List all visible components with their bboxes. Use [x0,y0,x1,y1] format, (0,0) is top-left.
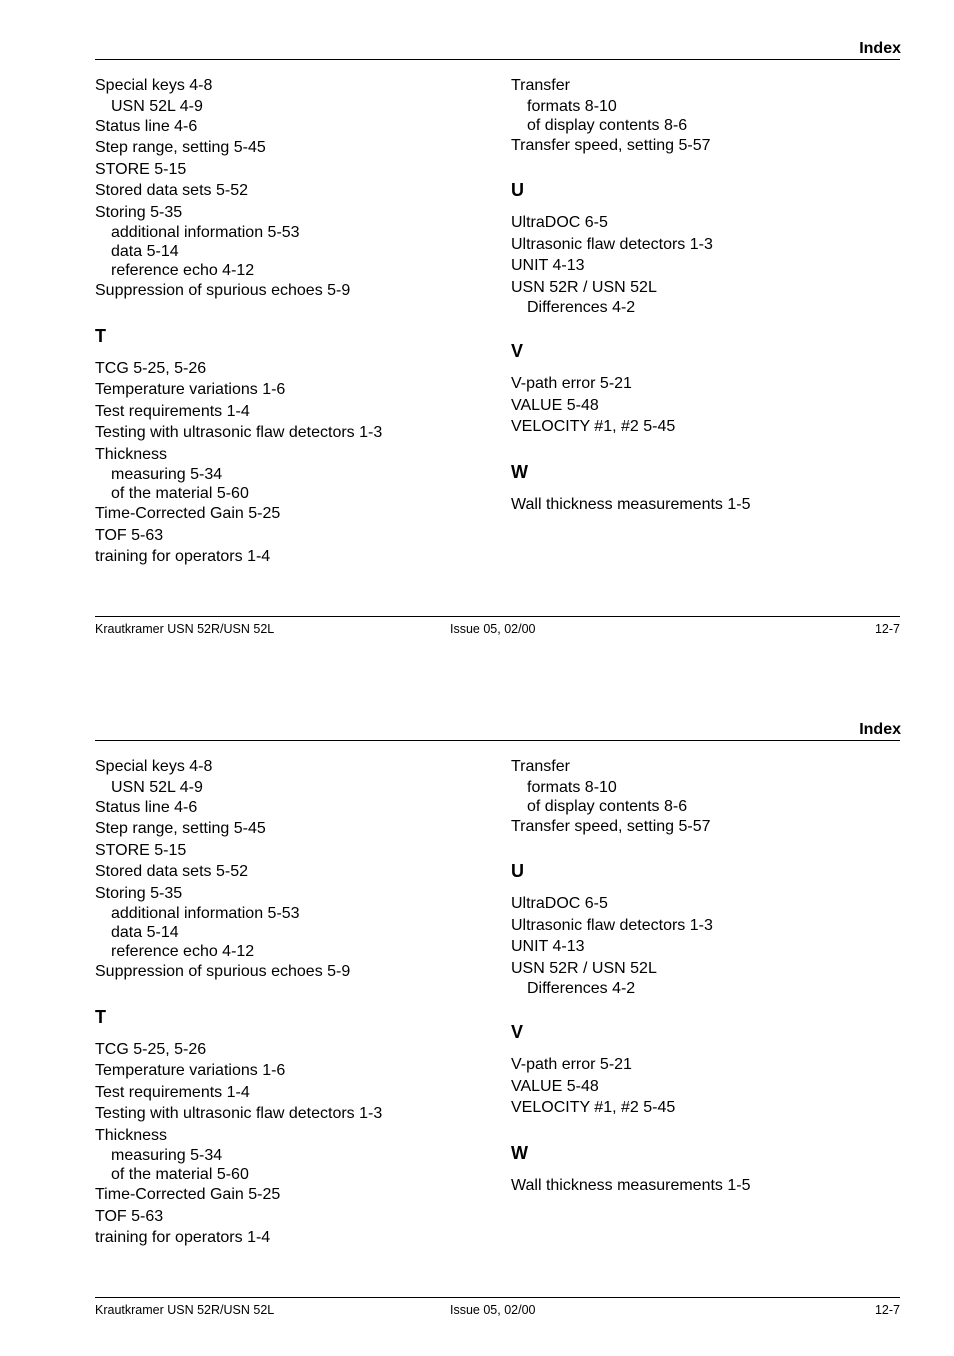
index-entry: TCG 5-25, 5-26 [95,359,207,377]
index-column-left [95,756,495,1249]
index-subentry: USN 52L 4-9 [111,97,203,115]
index-subentry: USN 52L 4-9 [111,778,203,796]
index-entry: USN 52R / USN 52L [511,278,657,296]
index-entry: Transfer [511,758,570,775]
index-entry: Transfer speed, setting 5-57 [511,136,711,154]
index-entry: UNIT 4-13 [511,938,585,955]
index-subentry: data 5-14 [111,924,179,941]
index-entry: Time-Corrected Gain 5-25 [95,505,281,522]
footer-issue: Issue 05, 02/00 [450,622,536,636]
index-entry: Test requirements 1-4 [95,1083,250,1101]
header-rule [95,59,900,60]
index-entry: Transfer [511,77,570,94]
index-entry: VALUE 5-48 [511,396,599,414]
footer-issue: Issue 05, 02/00 [450,1303,536,1317]
index-section-letter: V [511,341,524,361]
index-entry: UltraDOC 6-5 [511,214,608,231]
index-entry: Transfer speed, setting 5-57 [511,817,711,835]
index-entry: STORE 5-15 [95,841,187,859]
index-entry: Testing with ultrasonic flaw detectors 1-3 [95,1105,383,1122]
index-section-letter: U [511,180,524,200]
footer-page-number: 12-7 [874,622,900,636]
index-entry: STORE 5-15 [95,160,187,178]
index-entry: Step range, setting 5-45 [95,139,266,156]
page-header-title: Index [859,721,901,738]
index-subentry: Differences 4-2 [527,980,636,997]
index-section-letter: U [511,861,524,881]
index-entry: VALUE 5-48 [511,1077,599,1095]
index-subentry: additional information 5-53 [111,224,300,241]
index-section-letter: V [511,1022,524,1042]
index-entry: Status line 4-6 [95,117,198,135]
index-entry: Ultrasonic flaw detectors 1-3 [511,235,713,253]
index-page-1 [0,0,954,675]
index-entry: Thickness [95,445,168,463]
index-column-left [95,75,495,568]
index-subentry: measuring 5-34 [111,1147,223,1164]
index-section-letter: W [511,1142,528,1163]
index-entry: Step range, setting 5-45 [95,820,266,837]
index-entry: Temperature variations 1-6 [95,1062,286,1079]
index-entry: TCG 5-25, 5-26 [95,1040,207,1058]
index-entry: V-path error 5-21 [511,1056,632,1073]
index-section-letter: T [95,325,106,346]
index-entry: training for operators 1-4 [95,1229,271,1246]
index-subentry: measuring 5-34 [111,466,223,483]
index-subentry: formats 8-10 [527,97,617,115]
index-subentry: additional information 5-53 [111,905,300,922]
index-entry: training for operators 1-4 [95,548,271,565]
index-entry: Suppression of spurious echoes 5-9 [95,963,351,980]
index-entry: Storing 5-35 [95,203,183,221]
index-entry: Test requirements 1-4 [95,402,250,420]
index-entry: VELOCITY #1, #2 5-45 [511,418,676,435]
footer-product: Krautkramer USN 52R/USN 52L [95,1303,275,1317]
index-entry: Storing 5-35 [95,884,183,902]
index-entry: TOF 5-63 [95,526,164,544]
index-entry: USN 52R / USN 52L [511,959,657,977]
index-entry: TOF 5-63 [95,1207,164,1225]
index-entry: Special keys 4-8 [95,77,213,94]
index-subentry: of the material 5-60 [111,485,249,502]
index-subentry: of the material 5-60 [111,1166,249,1183]
footer-product: Krautkramer USN 52R/USN 52L [95,622,275,636]
index-entry: UNIT 4-13 [511,257,585,274]
page-header-title: Index [859,40,901,57]
index-entry: V-path error 5-21 [511,375,632,392]
index-column-right [511,756,911,1196]
index-section-letter: W [511,461,528,482]
index-column-right [511,75,911,515]
index-entry: Time-Corrected Gain 5-25 [95,1186,281,1203]
index-page-2 [0,681,954,1356]
index-subentry: data 5-14 [111,243,179,260]
index-section-letter: T [95,1006,106,1027]
index-subentry: Differences 4-2 [527,299,636,316]
footer-rule [95,616,900,617]
footer-page-number: 12-7 [874,1303,900,1317]
index-subentry: reference echo 4-12 [111,262,255,279]
index-entry: Testing with ultrasonic flaw detectors 1-3 [95,424,383,441]
index-entry: Suppression of spurious echoes 5-9 [95,282,351,299]
index-entry: Special keys 4-8 [95,758,213,775]
index-entry: Status line 4-6 [95,798,198,816]
index-subentry: of display contents 8-6 [527,116,688,134]
index-entry: Temperature variations 1-6 [95,381,286,398]
index-subentry: of display contents 8-6 [527,797,688,815]
index-entry: UltraDOC 6-5 [511,895,608,912]
index-entry: Wall thickness measurements 1-5 [511,1176,751,1194]
index-subentry: reference echo 4-12 [111,943,255,960]
footer-rule [95,1297,900,1298]
index-entry: Stored data sets 5-52 [95,182,248,199]
index-entry: Stored data sets 5-52 [95,863,248,880]
header-rule [95,740,900,741]
index-entry: Thickness [95,1126,168,1144]
index-subentry: formats 8-10 [527,778,617,796]
index-entry: Ultrasonic flaw detectors 1-3 [511,916,713,934]
index-entry: VELOCITY #1, #2 5-45 [511,1099,676,1116]
index-entry: Wall thickness measurements 1-5 [511,495,751,513]
